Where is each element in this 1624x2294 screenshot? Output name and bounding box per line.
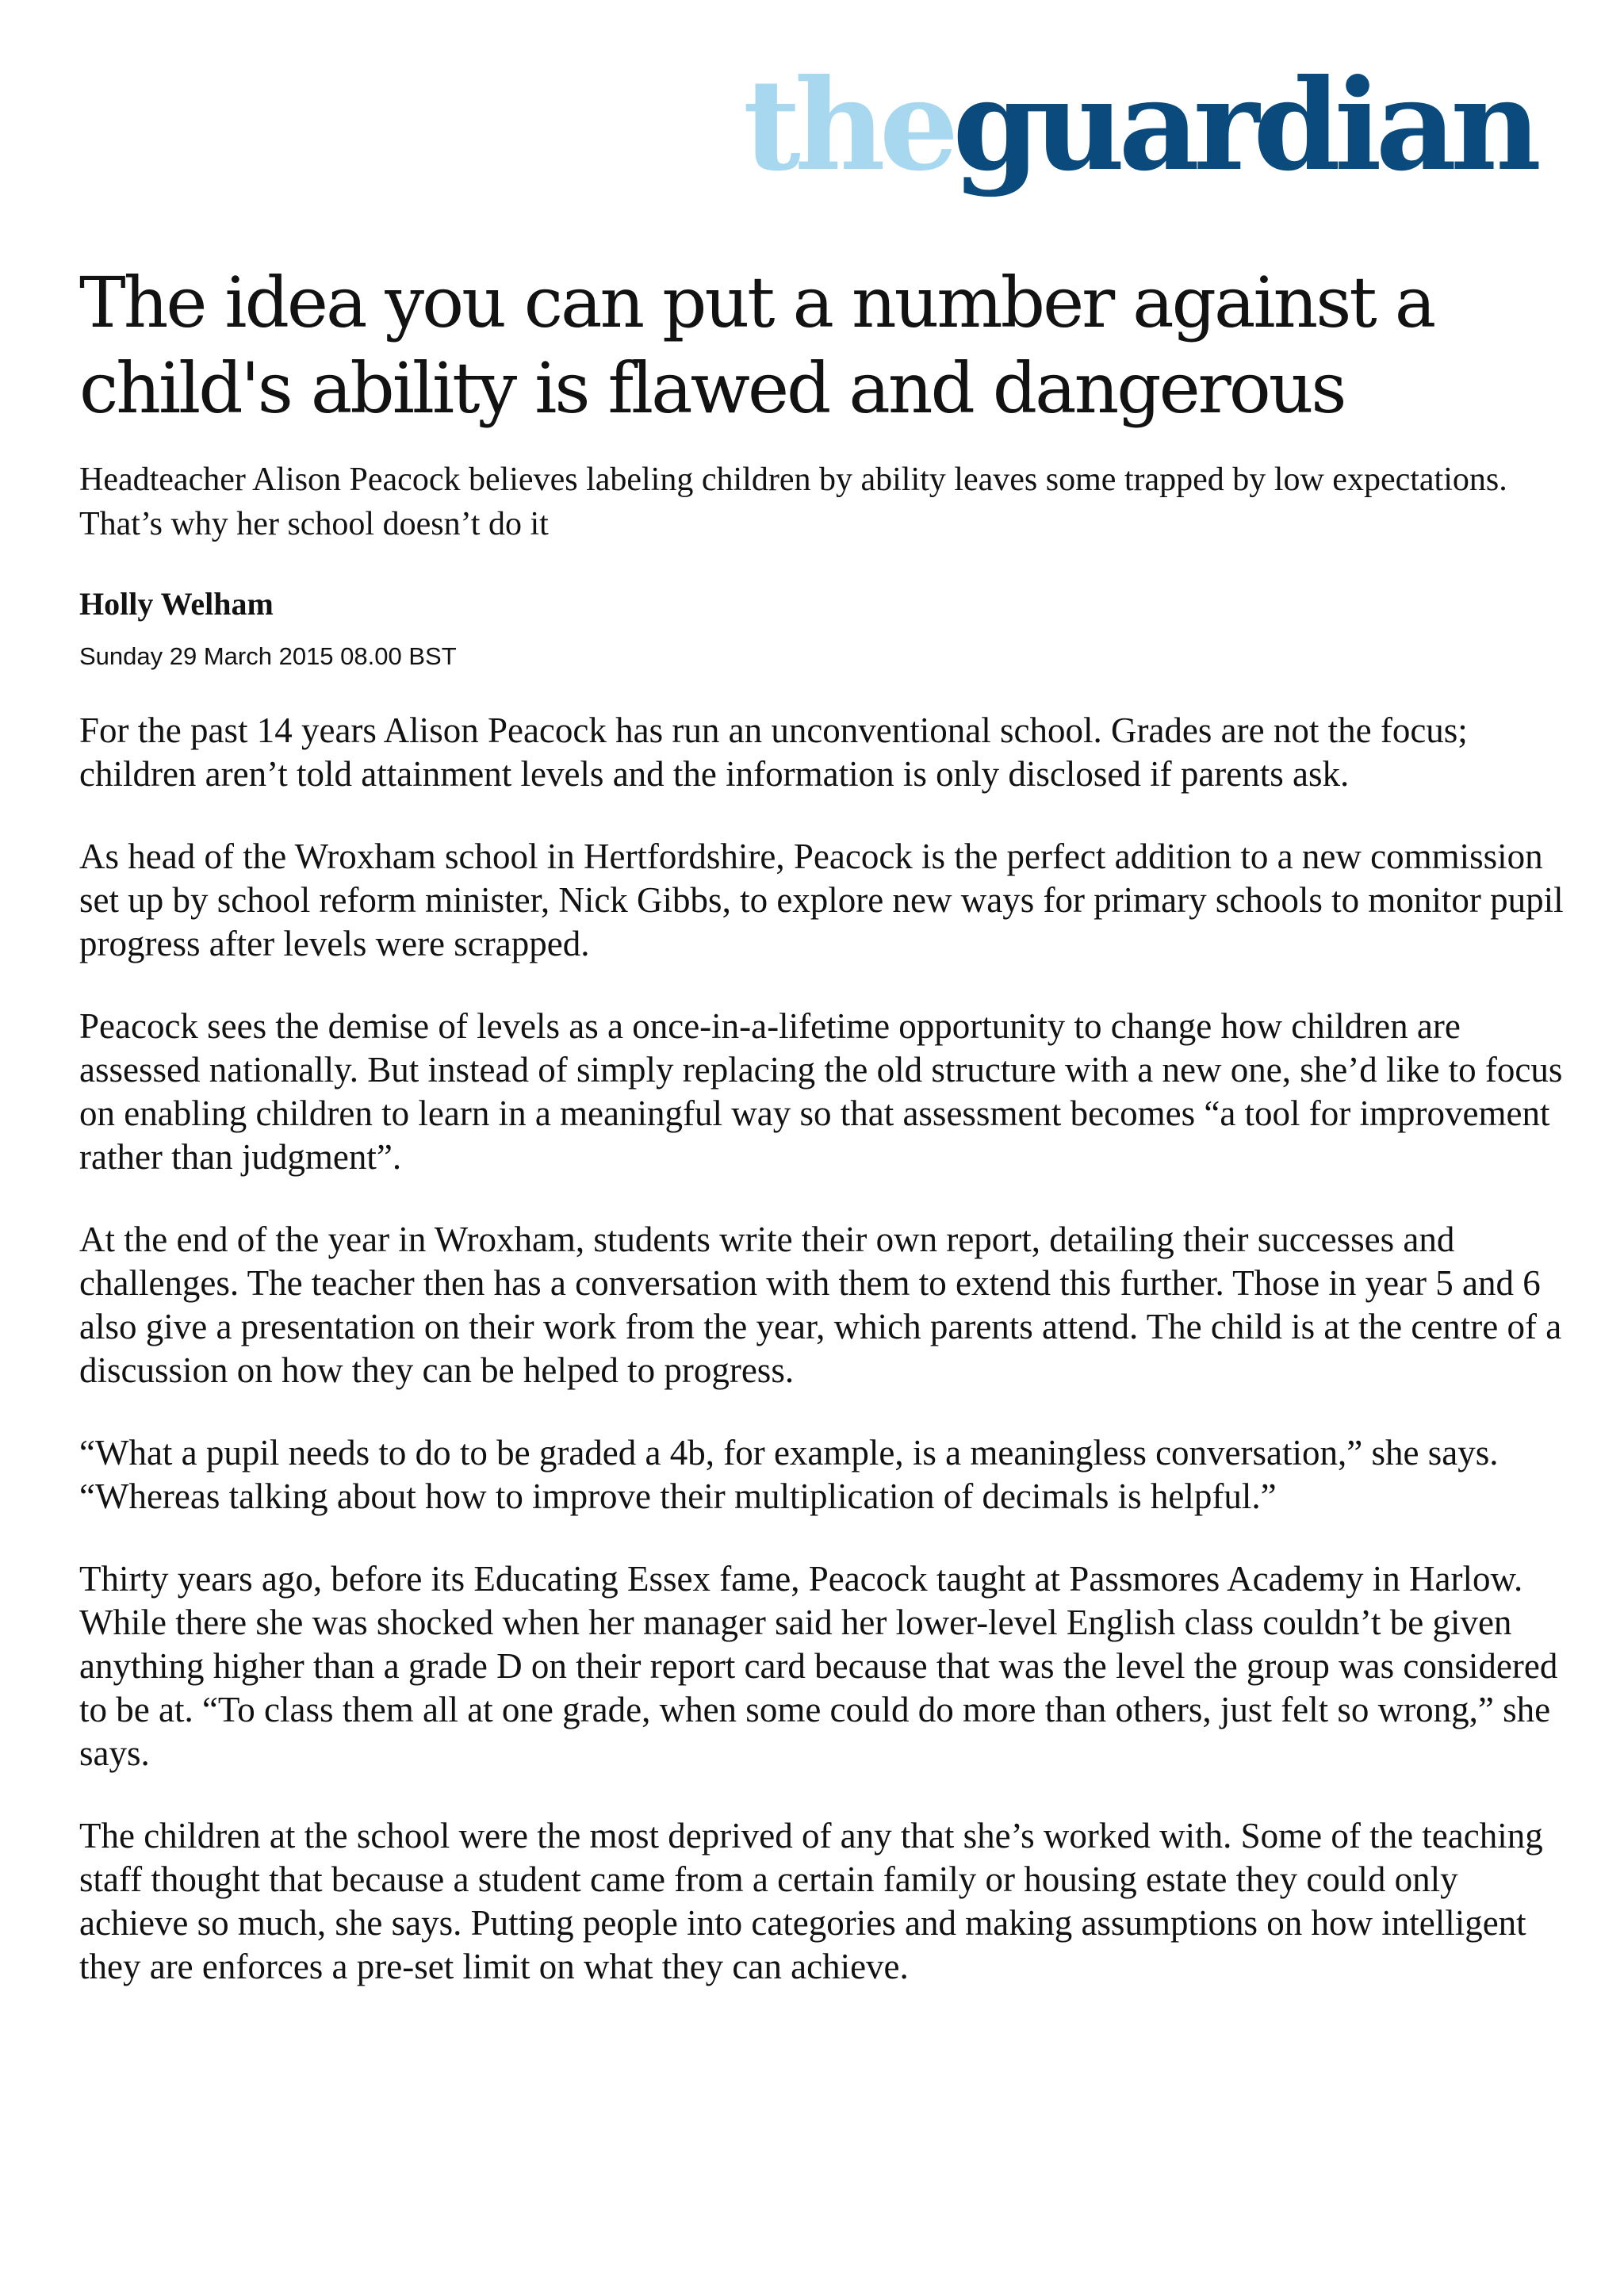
body-paragraph: Peacock sees the demise of levels as a once-in-a-lifetime opportunity to change how children are assessed nationally. But instead of simply replacing the old structure with a new one, she’d like to focus on enabling children to learn in a meaningful way so that assessment becomes “a tool for improvement rather than judgment”. xyxy=(79,1006,1563,1177)
body-paragraph: As head of the Wroxham school in Hertfordshire, Peacock is the perfect addition to a new commission set up by school reform minister, Nick Gibbs, to explore new ways for primary schools to monitor pupil progress after levels were scrapped. xyxy=(79,837,1564,963)
logo-the-text: the xyxy=(742,52,953,199)
publish-date: Sunday 29 March 2015 08.00 BST xyxy=(79,642,457,670)
article-headline: The idea you can put a number against a child's ability is flawed and dangerous xyxy=(79,262,1434,429)
article-body xyxy=(79,709,1570,2028)
article-standfirst: Headteacher Alison Peacock believes labeling children by ability leaves some trapped by low expectations. That’s why her school doesn’t do it xyxy=(79,461,1507,542)
body-paragraph: Thirty years ago, before its Educating Essex fame, Peacock taught at Passmores Academy in Harlow. While there she was shocked when her manager said her lower-level English class couldn’t be given anything higher than a grade D on their report card because that was the level the group was considered to be at. “To class them all at one grade, when some could do more than others, just felt so wrong,” she says. xyxy=(79,1559,1558,1773)
body-paragraph: “What a pupil needs to do to be graded a 4b, for example, is a meaningless conversation,” she says. “Whereas talking about how to improve their multiplication of decimals is helpful.” xyxy=(79,1433,1499,1516)
body-paragraph: At the end of the year in Wroxham, students write their own report, detailing their successes and challenges. The teacher then has a conversation with them to extend this further. Those in year 5 and 6 also give a presentation on their work from the year, which parents attend. The child is at the centre of a discussion on how they can be helped to progress. xyxy=(79,1220,1562,1390)
author-byline[interactable]: Holly Welham xyxy=(79,586,274,622)
guardian-logo[interactable] xyxy=(742,52,1535,222)
logo-guardian-text: guardian xyxy=(952,52,1535,199)
body-paragraph: For the past 14 years Alison Peacock has run an unconventional school. Grades are not the focus; children aren’t told attainment levels and the information is only disclosed if parents ask. xyxy=(79,710,1468,794)
body-paragraph: The children at the school were the most deprived of any that she’s worked with. Some of the teaching staff thought that because a student came from a certain family or housing estate they could only achieve so much, she says. Putting people into categories and making assumptions on how intelligent they are enforces a pre-set limit on what they can achieve. xyxy=(79,1816,1543,1986)
